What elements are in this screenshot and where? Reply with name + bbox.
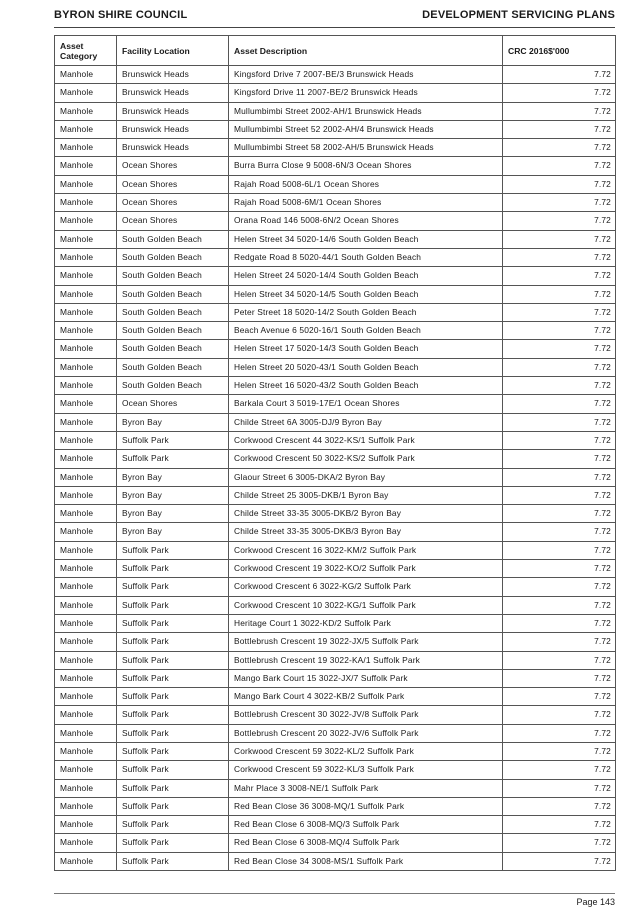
- cell-asset-description: Kingsford Drive 11 2007-BE/2 Brunswick Heads: [229, 84, 503, 102]
- cell-facility-location: Suffolk Park: [117, 852, 229, 870]
- cell-facility-location: Suffolk Park: [117, 431, 229, 449]
- cell-asset-description: Rajah Road 5008-6M/1 Ocean Shores: [229, 194, 503, 212]
- cell-asset-category: Manhole: [55, 633, 117, 651]
- cell-asset-description: Red Bean Close 6 3008-MQ/4 Suffolk Park: [229, 834, 503, 852]
- cell-asset-description: Helen Street 16 5020-43/2 South Golden Beach: [229, 377, 503, 395]
- cell-asset-category: Manhole: [55, 230, 117, 248]
- cell-facility-location: Suffolk Park: [117, 669, 229, 687]
- cell-asset-category: Manhole: [55, 248, 117, 266]
- cell-asset-category: Manhole: [55, 139, 117, 157]
- cell-facility-location: Suffolk Park: [117, 724, 229, 742]
- cell-facility-location: Suffolk Park: [117, 688, 229, 706]
- cell-crc-value: 7.72: [503, 468, 616, 486]
- table-row: [55, 614, 616, 632]
- cell-crc-value: 7.72: [503, 413, 616, 431]
- cell-crc-value: 7.72: [503, 633, 616, 651]
- cell-asset-category: Manhole: [55, 212, 117, 230]
- cell-asset-description: Helen Street 34 5020-14/6 South Golden Beach: [229, 230, 503, 248]
- table-row: [55, 267, 616, 285]
- cell-asset-description: Mango Bark Court 15 3022-JX/7 Suffolk Park: [229, 669, 503, 687]
- cell-asset-category: Manhole: [55, 285, 117, 303]
- cell-facility-location: Suffolk Park: [117, 834, 229, 852]
- cell-crc-value: 7.72: [503, 523, 616, 541]
- footer-divider: [54, 893, 615, 894]
- table-row: [55, 212, 616, 230]
- table-row: [55, 541, 616, 559]
- cell-crc-value: 7.72: [503, 834, 616, 852]
- table-row: [55, 102, 616, 120]
- table-row: [55, 84, 616, 102]
- cell-crc-value: 7.72: [503, 395, 616, 413]
- cell-asset-category: Manhole: [55, 450, 117, 468]
- cell-facility-location: South Golden Beach: [117, 340, 229, 358]
- table-row: [55, 706, 616, 724]
- cell-crc-value: 7.72: [503, 742, 616, 760]
- cell-asset-description: Mango Bark Court 4 3022-KB/2 Suffolk Park: [229, 688, 503, 706]
- cell-asset-description: Bottlebrush Crescent 19 3022-KA/1 Suffolk Park: [229, 651, 503, 669]
- cell-crc-value: 7.72: [503, 596, 616, 614]
- cell-asset-category: Manhole: [55, 706, 117, 724]
- cell-asset-description: Corkwood Crescent 6 3022-KG/2 Suffolk Park: [229, 578, 503, 596]
- cell-asset-description: Mullumbimbi Street 2002-AH/1 Brunswick Heads: [229, 102, 503, 120]
- cell-crc-value: 7.72: [503, 614, 616, 632]
- table-row: [55, 651, 616, 669]
- page-number: Page 143: [576, 897, 615, 907]
- cell-asset-category: Manhole: [55, 157, 117, 175]
- cell-crc-value: 7.72: [503, 816, 616, 834]
- cell-facility-location: South Golden Beach: [117, 322, 229, 340]
- table-row: [55, 139, 616, 157]
- cell-asset-description: Redgate Road 8 5020-44/1 South Golden Beach: [229, 248, 503, 266]
- cell-facility-location: Suffolk Park: [117, 614, 229, 632]
- cell-asset-description: Corkwood Crescent 16 3022-KM/2 Suffolk Park: [229, 541, 503, 559]
- cell-asset-description: Helen Street 20 5020-43/1 South Golden Beach: [229, 358, 503, 376]
- cell-facility-location: Suffolk Park: [117, 578, 229, 596]
- cell-facility-location: South Golden Beach: [117, 267, 229, 285]
- cell-asset-description: Mullumbimbi Street 52 2002-AH/4 Brunswick Heads: [229, 120, 503, 138]
- cell-facility-location: Byron Bay: [117, 523, 229, 541]
- table-row: [55, 816, 616, 834]
- cell-facility-location: Suffolk Park: [117, 450, 229, 468]
- document-title: DEVELOPMENT SERVICING PLANS: [422, 9, 615, 21]
- cell-facility-location: Suffolk Park: [117, 596, 229, 614]
- cell-crc-value: 7.72: [503, 303, 616, 321]
- cell-asset-category: Manhole: [55, 651, 117, 669]
- cell-crc-value: 7.72: [503, 706, 616, 724]
- cell-asset-category: Manhole: [55, 66, 117, 84]
- table-row: [55, 120, 616, 138]
- table-row: [55, 523, 616, 541]
- cell-facility-location: South Golden Beach: [117, 358, 229, 376]
- table-row: [55, 322, 616, 340]
- table-row: [55, 688, 616, 706]
- cell-crc-value: 7.72: [503, 267, 616, 285]
- table-row: [55, 761, 616, 779]
- cell-facility-location: South Golden Beach: [117, 303, 229, 321]
- cell-asset-category: Manhole: [55, 486, 117, 504]
- cell-asset-description: Red Bean Close 36 3008-MQ/1 Suffolk Park: [229, 797, 503, 815]
- cell-asset-description: Corkwood Crescent 19 3022-KO/2 Suffolk Park: [229, 560, 503, 578]
- table-row: [55, 66, 616, 84]
- cell-facility-location: South Golden Beach: [117, 285, 229, 303]
- cell-crc-value: 7.72: [503, 505, 616, 523]
- table-row: [55, 413, 616, 431]
- cell-facility-location: Suffolk Park: [117, 541, 229, 559]
- cell-asset-description: Corkwood Crescent 59 3022-KL/3 Suffolk Park: [229, 761, 503, 779]
- cell-asset-category: Manhole: [55, 431, 117, 449]
- cell-facility-location: Suffolk Park: [117, 560, 229, 578]
- table-row: [55, 230, 616, 248]
- cell-crc-value: 7.72: [503, 102, 616, 120]
- cell-asset-description: Peter Street 18 5020-14/2 South Golden Beach: [229, 303, 503, 321]
- table-row: [55, 560, 616, 578]
- cell-facility-location: South Golden Beach: [117, 377, 229, 395]
- cell-asset-category: Manhole: [55, 322, 117, 340]
- table-row: [55, 742, 616, 760]
- table-row: [55, 450, 616, 468]
- cell-asset-description: Childe Street 6A 3005-DJ/9 Byron Bay: [229, 413, 503, 431]
- cell-facility-location: Ocean Shores: [117, 194, 229, 212]
- column-header-asset-description: Asset Description: [229, 36, 503, 66]
- cell-crc-value: 7.72: [503, 322, 616, 340]
- table-row: [55, 596, 616, 614]
- cell-asset-description: Corkwood Crescent 44 3022-KS/1 Suffolk Park: [229, 431, 503, 449]
- cell-asset-category: Manhole: [55, 761, 117, 779]
- cell-asset-category: Manhole: [55, 742, 117, 760]
- cell-asset-description: Red Bean Close 6 3008-MQ/3 Suffolk Park: [229, 816, 503, 834]
- cell-crc-value: 7.72: [503, 688, 616, 706]
- cell-asset-description: Mullumbimbi Street 58 2002-AH/5 Brunswick Heads: [229, 139, 503, 157]
- cell-crc-value: 7.72: [503, 797, 616, 815]
- cell-asset-category: Manhole: [55, 194, 117, 212]
- cell-crc-value: 7.72: [503, 230, 616, 248]
- table-row: [55, 285, 616, 303]
- cell-crc-value: 7.72: [503, 248, 616, 266]
- cell-crc-value: 7.72: [503, 450, 616, 468]
- table-row: [55, 505, 616, 523]
- cell-asset-description: Red Bean Close 34 3008-MS/1 Suffolk Park: [229, 852, 503, 870]
- cell-facility-location: Suffolk Park: [117, 742, 229, 760]
- table-row: [55, 834, 616, 852]
- cell-facility-location: Brunswick Heads: [117, 84, 229, 102]
- cell-asset-category: Manhole: [55, 468, 117, 486]
- cell-asset-description: Mahr Place 3 3008-NE/1 Suffolk Park: [229, 779, 503, 797]
- table-row: [55, 194, 616, 212]
- table-row: [55, 395, 616, 413]
- cell-crc-value: 7.72: [503, 669, 616, 687]
- cell-facility-location: Brunswick Heads: [117, 139, 229, 157]
- cell-facility-location: South Golden Beach: [117, 230, 229, 248]
- table-row: [55, 669, 616, 687]
- cell-asset-description: Bottlebrush Crescent 20 3022-JV/6 Suffolk Park: [229, 724, 503, 742]
- column-header-facility-location: Facility Location: [117, 36, 229, 66]
- cell-facility-location: Byron Bay: [117, 486, 229, 504]
- header-divider: [54, 27, 615, 28]
- table-row: [55, 175, 616, 193]
- cell-asset-category: Manhole: [55, 834, 117, 852]
- cell-facility-location: Suffolk Park: [117, 761, 229, 779]
- table-row: [55, 431, 616, 449]
- cell-crc-value: 7.72: [503, 578, 616, 596]
- cell-facility-location: Byron Bay: [117, 505, 229, 523]
- cell-asset-category: Manhole: [55, 578, 117, 596]
- cell-asset-description: Rajah Road 5008-6L/1 Ocean Shores: [229, 175, 503, 193]
- cell-crc-value: 7.72: [503, 285, 616, 303]
- council-name: BYRON SHIRE COUNCIL: [54, 9, 188, 21]
- cell-asset-category: Manhole: [55, 102, 117, 120]
- cell-asset-description: Heritage Court 1 3022-KD/2 Suffolk Park: [229, 614, 503, 632]
- cell-asset-category: Manhole: [55, 505, 117, 523]
- cell-facility-location: Suffolk Park: [117, 633, 229, 651]
- cell-crc-value: 7.72: [503, 157, 616, 175]
- cell-asset-description: Childe Street 33-35 3005-DKB/3 Byron Bay: [229, 523, 503, 541]
- cell-asset-description: Burra Burra Close 9 5008-6N/3 Ocean Shores: [229, 157, 503, 175]
- cell-asset-category: Manhole: [55, 779, 117, 797]
- cell-asset-description: Corkwood Crescent 59 3022-KL/2 Suffolk Park: [229, 742, 503, 760]
- table-row: [55, 377, 616, 395]
- cell-asset-description: Glaour Street 6 3005-DKA/2 Byron Bay: [229, 468, 503, 486]
- cell-asset-category: Manhole: [55, 797, 117, 815]
- cell-facility-location: Byron Bay: [117, 468, 229, 486]
- cell-asset-category: Manhole: [55, 688, 117, 706]
- column-header-crc: CRC 2016$'000: [503, 36, 616, 66]
- asset-table: [54, 35, 616, 871]
- cell-asset-category: Manhole: [55, 84, 117, 102]
- cell-facility-location: South Golden Beach: [117, 248, 229, 266]
- cell-asset-description: Bottlebrush Crescent 30 3022-JV/8 Suffolk Park: [229, 706, 503, 724]
- cell-asset-category: Manhole: [55, 267, 117, 285]
- cell-asset-description: Orana Road 146 5008-6N/2 Ocean Shores: [229, 212, 503, 230]
- cell-facility-location: Suffolk Park: [117, 706, 229, 724]
- cell-crc-value: 7.72: [503, 431, 616, 449]
- table-row: [55, 633, 616, 651]
- cell-facility-location: Brunswick Heads: [117, 120, 229, 138]
- cell-crc-value: 7.72: [503, 852, 616, 870]
- cell-asset-category: Manhole: [55, 724, 117, 742]
- table-row: [55, 779, 616, 797]
- cell-crc-value: 7.72: [503, 651, 616, 669]
- table-row: [55, 724, 616, 742]
- cell-crc-value: 7.72: [503, 560, 616, 578]
- cell-asset-category: Manhole: [55, 614, 117, 632]
- table-row: [55, 852, 616, 870]
- cell-asset-category: Manhole: [55, 303, 117, 321]
- cell-asset-category: Manhole: [55, 852, 117, 870]
- cell-asset-category: Manhole: [55, 175, 117, 193]
- cell-crc-value: 7.72: [503, 340, 616, 358]
- cell-crc-value: 7.72: [503, 358, 616, 376]
- cell-asset-description: Corkwood Crescent 10 3022-KG/1 Suffolk Park: [229, 596, 503, 614]
- column-header-asset-category: Asset Category: [55, 36, 117, 66]
- cell-crc-value: 7.72: [503, 486, 616, 504]
- cell-asset-description: Helen Street 17 5020-14/3 South Golden Beach: [229, 340, 503, 358]
- table-row: [55, 797, 616, 815]
- cell-crc-value: 7.72: [503, 120, 616, 138]
- cell-asset-category: Manhole: [55, 377, 117, 395]
- table-row: [55, 340, 616, 358]
- cell-facility-location: Ocean Shores: [117, 175, 229, 193]
- cell-facility-location: Ocean Shores: [117, 212, 229, 230]
- table-row: [55, 468, 616, 486]
- cell-asset-category: Manhole: [55, 340, 117, 358]
- cell-facility-location: Suffolk Park: [117, 651, 229, 669]
- cell-asset-category: Manhole: [55, 669, 117, 687]
- cell-asset-description: Helen Street 34 5020-14/5 South Golden Beach: [229, 285, 503, 303]
- cell-asset-description: Beach Avenue 6 5020-16/1 South Golden Beach: [229, 322, 503, 340]
- cell-asset-category: Manhole: [55, 358, 117, 376]
- cell-asset-category: Manhole: [55, 120, 117, 138]
- cell-crc-value: 7.72: [503, 779, 616, 797]
- cell-facility-location: Ocean Shores: [117, 395, 229, 413]
- cell-crc-value: 7.72: [503, 377, 616, 395]
- cell-asset-description: Helen Street 24 5020-14/4 South Golden Beach: [229, 267, 503, 285]
- cell-facility-location: Brunswick Heads: [117, 66, 229, 84]
- cell-crc-value: 7.72: [503, 541, 616, 559]
- cell-asset-category: Manhole: [55, 541, 117, 559]
- cell-asset-description: Bottlebrush Crescent 19 3022-JX/5 Suffolk Park: [229, 633, 503, 651]
- cell-asset-description: Childe Street 33-35 3005-DKB/2 Byron Bay: [229, 505, 503, 523]
- cell-facility-location: Ocean Shores: [117, 157, 229, 175]
- table-row: [55, 358, 616, 376]
- table-body: [55, 66, 616, 871]
- table-row: [55, 486, 616, 504]
- table-row: [55, 157, 616, 175]
- cell-crc-value: 7.72: [503, 84, 616, 102]
- cell-crc-value: 7.72: [503, 139, 616, 157]
- cell-asset-category: Manhole: [55, 523, 117, 541]
- cell-crc-value: 7.72: [503, 194, 616, 212]
- cell-asset-category: Manhole: [55, 395, 117, 413]
- cell-asset-description: Kingsford Drive 7 2007-BE/3 Brunswick Heads: [229, 66, 503, 84]
- cell-asset-description: Childe Street 25 3005-DKB/1 Byron Bay: [229, 486, 503, 504]
- cell-crc-value: 7.72: [503, 761, 616, 779]
- cell-asset-category: Manhole: [55, 413, 117, 431]
- cell-facility-location: Suffolk Park: [117, 797, 229, 815]
- cell-asset-category: Manhole: [55, 596, 117, 614]
- cell-facility-location: Brunswick Heads: [117, 102, 229, 120]
- cell-facility-location: Suffolk Park: [117, 779, 229, 797]
- cell-crc-value: 7.72: [503, 212, 616, 230]
- table-header-row: [55, 36, 616, 66]
- table-row: [55, 303, 616, 321]
- cell-crc-value: 7.72: [503, 724, 616, 742]
- cell-facility-location: Byron Bay: [117, 413, 229, 431]
- page-header: [54, 9, 615, 23]
- table-row: [55, 248, 616, 266]
- cell-asset-description: Barkala Court 3 5019-17E/1 Ocean Shores: [229, 395, 503, 413]
- cell-crc-value: 7.72: [503, 66, 616, 84]
- cell-crc-value: 7.72: [503, 175, 616, 193]
- table-row: [55, 578, 616, 596]
- cell-asset-description: Corkwood Crescent 50 3022-KS/2 Suffolk Park: [229, 450, 503, 468]
- cell-facility-location: Suffolk Park: [117, 816, 229, 834]
- cell-asset-category: Manhole: [55, 816, 117, 834]
- cell-asset-category: Manhole: [55, 560, 117, 578]
